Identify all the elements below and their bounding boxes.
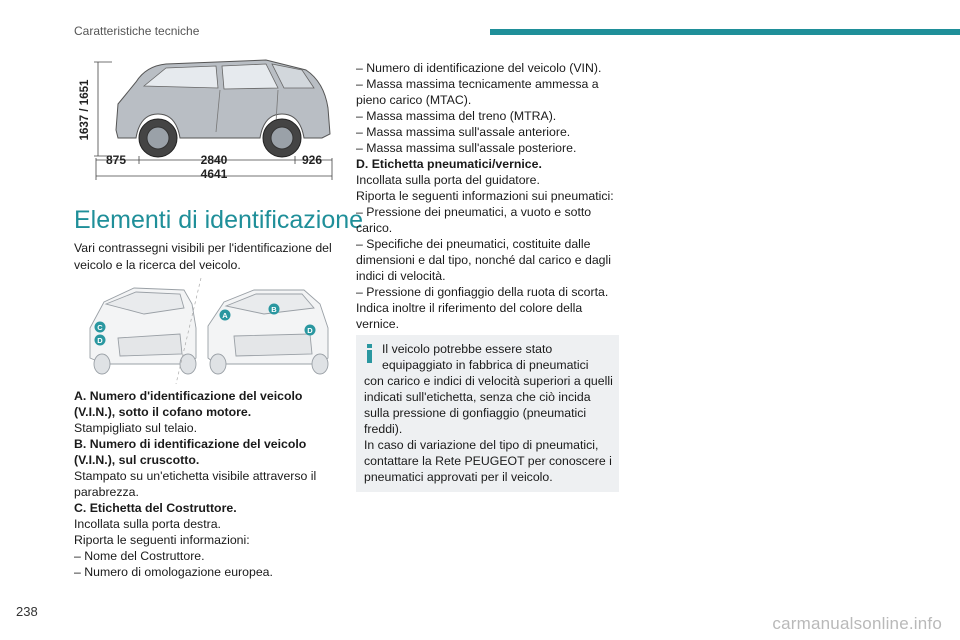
svg-text:D: D [97, 336, 103, 345]
item-c-info-intro: Riporta le seguenti informazioni: [74, 533, 250, 547]
item-d-list-item-cont: indici di velocità. [356, 269, 446, 283]
svg-text:D: D [307, 326, 313, 335]
marker-d-rear [305, 325, 316, 336]
item-c-list-item: – Massa massima tecnicamente ammessa a [356, 77, 599, 91]
height-label: 1637 / 1651 [79, 79, 91, 141]
item-a-desc: Stampigliato sul telaio. [74, 421, 198, 435]
item-d-list-item: – Pressione di gonfiaggio della ruota di scorta. [356, 285, 609, 299]
item-b-desc-line2: parabrezza. [74, 485, 139, 499]
item-d-info-intro: Riporta le seguenti informazioni sui pneumatici: [356, 189, 614, 203]
item-c-list-item: – Numero di identificazione del veicolo (VIN). [356, 61, 602, 75]
item-c-list-item: – Massa massima sull'assale posteriore. [356, 141, 577, 155]
marker-b [269, 304, 280, 315]
car-dimensions-figure [66, 52, 338, 188]
item-c-list-item: – Nome del Costruttore. [74, 549, 205, 563]
item-d-color-note: Indica inoltre il riferimento del colore della [356, 301, 583, 315]
note-line: equipaggiato in fabbrica di pneumatici [382, 358, 589, 372]
note-line: pneumatici approvati per il veicolo. [364, 470, 553, 484]
item-c-list-item-cont: pieno carico (MTAC). [356, 93, 472, 107]
front-overhang-label: 875 [105, 153, 127, 167]
rear-overhang-label: 926 [301, 153, 323, 167]
marker-d-front [95, 335, 106, 346]
info-note-text [364, 341, 616, 485]
item-d-list-item-cont: carico. [356, 221, 393, 235]
item-c-list-item: – Numero di omologazione europea. [74, 565, 273, 579]
marker-c [95, 322, 106, 333]
item-d-title: D. Etichetta pneumatici/vernice. [356, 157, 542, 171]
watermark: carmanualsonline.info [772, 614, 942, 633]
item-b-title-line1: B. Numero di identificazione del veicolo [74, 437, 307, 451]
intro-text: Vari contrassegni visibili per l'identificazione del veicolo e la ricerca del veicolo. [74, 241, 332, 272]
item-d-color-note-cont: vernice. [356, 317, 400, 331]
note-line: contattare la Rete PEUGEOT per conoscere i [364, 454, 612, 468]
item-d-list-item-cont: dimensioni e dal tipo, nonché dal carico e dagli [356, 253, 611, 267]
item-a-title-line2: (V.I.N.), sotto il cofano motore. [74, 405, 252, 419]
car-front-illustration [90, 288, 196, 374]
item-d-list-item: – Pressione dei pneumatici, a vuoto e sotto [356, 205, 592, 219]
item-a-title-line1: A. Numero d'identificazione del veicolo [74, 389, 303, 403]
item-c-list-item: – Massa massima sull'assale anteriore. [356, 125, 571, 139]
page-number: 238 [16, 604, 38, 619]
header-accent-bar [490, 29, 960, 35]
note-line: indicati sull'etichetta, senza che ciò incida [364, 390, 591, 404]
item-d-desc: Incollata sulla porta del guidatore. [356, 173, 540, 187]
note-line: sulla pressione di gonfiaggio (pneumatici [364, 406, 587, 420]
svg-text:C: C [97, 323, 103, 332]
height-dimension [94, 62, 112, 156]
identification-markers-figure [84, 278, 334, 384]
note-line: con carico e indici di velocità superiori a quelli [364, 374, 613, 388]
note-line: freddi). [364, 422, 403, 436]
item-c-title: C. Etichetta del Costruttore. [74, 501, 237, 515]
car-side-illustration [116, 60, 330, 157]
length-label: 4641 [200, 167, 228, 181]
note-line: In caso di variazione del tipo di pneumatici, [364, 438, 599, 452]
right-column-text [356, 60, 624, 332]
left-column-text [74, 388, 344, 580]
header-section-title: Caratteristiche tecniche [74, 24, 200, 38]
svg-text:B: B [271, 305, 277, 314]
item-b-desc-line1: Stampato su un'etichetta visibile attraverso il [74, 469, 317, 483]
wheelbase-label: 2840 [200, 153, 228, 167]
item-d-list-item: – Specifiche dei pneumatici, costituite dalle [356, 237, 591, 251]
svg-text:A: A [222, 311, 228, 320]
section-title: Elementi di identificazione [74, 206, 364, 234]
note-line: Il veicolo potrebbe essere stato [382, 342, 553, 356]
item-b-title-line2: (V.I.N.), sul cruscotto. [74, 453, 200, 467]
item-c-desc: Incollata sulla porta destra. [74, 517, 221, 531]
marker-a [220, 310, 231, 321]
item-c-list-item: – Massa massima del treno (MTRA). [356, 109, 557, 123]
